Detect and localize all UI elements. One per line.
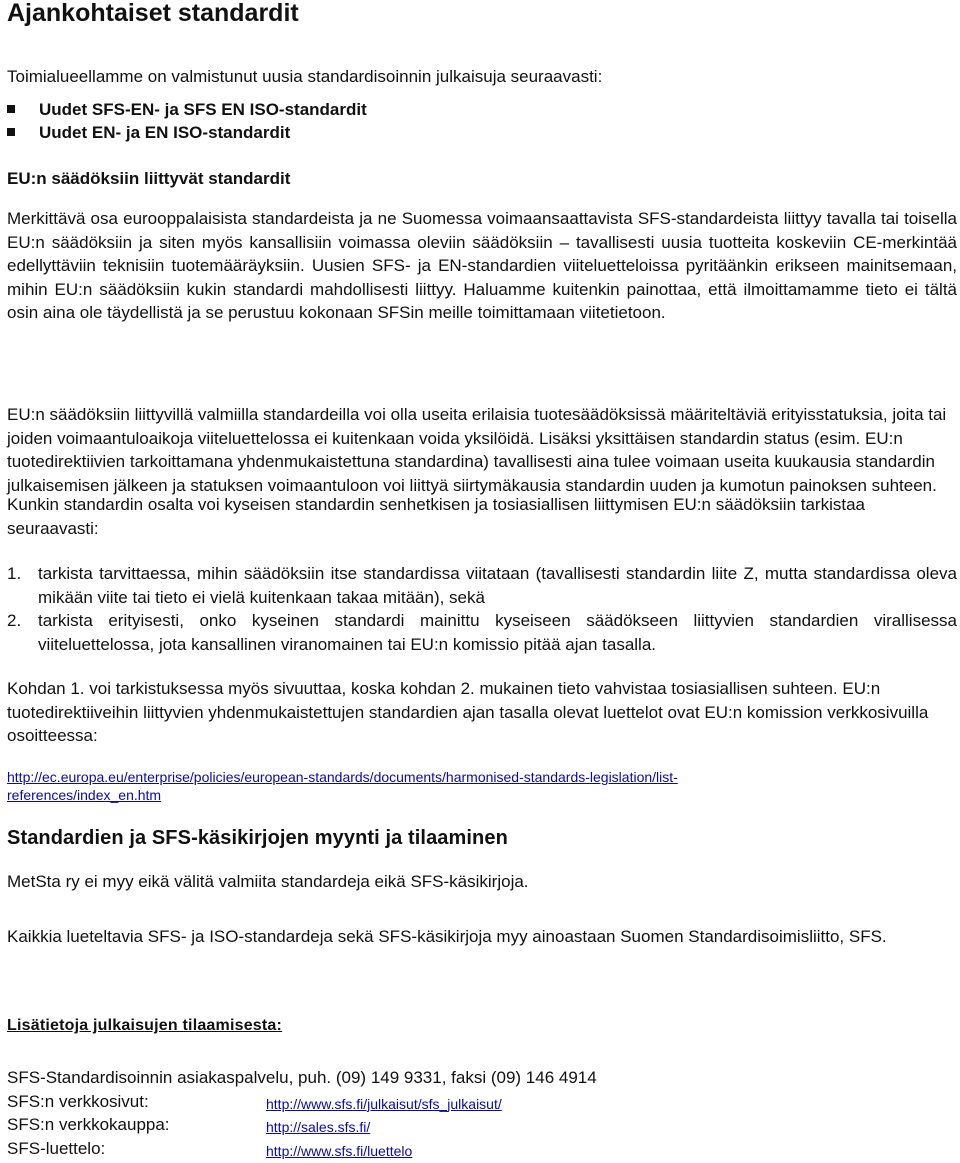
paragraph-check-intro: Kunkin standardin osalta voi kyseisen standardin senhetkisen ja tosiasiallisen liittymisen EU:n säädöksiin tarkistaa seuraavasti: [7, 495, 866, 538]
square-bullet-icon [7, 105, 15, 113]
contact-row-label: SFS:n verkkosivut: [7, 1091, 149, 1111]
square-bullet-icon [7, 128, 15, 136]
customer-service-text: SFS-Standardisoinnin asiakaspalvelu, puh. (09) 149 9331, faksi (09) 146 4914 [7, 1068, 597, 1087]
paragraph-commission-lists: Kohdan 1. voi tarkistuksessa myös sivuuttaa, koska kohdan 2. mukainen tieto vahvistaa tosiasiallisen suhteen. EU:n tuotedirektiiveihin liittyvien yhdenmukaistettujen standardien ajan tasalla olevat luettelot ovat EU:n komission verkkosivuilla osoitteessa: [7, 679, 929, 745]
list-item [7, 98, 367, 121]
paragraph-metsta-note: MetSta ry ei myy eikä välitä valmiita standardeja eikä SFS-käsikirjoja. [7, 872, 529, 891]
ordering-info-heading: Lisätietoja julkaisujen tilaamisesta: [7, 1017, 283, 1034]
paragraph-eu-relation: Merkittävä osa eurooppalaisista standardeista ja ne Suomessa voimaansaattavista SFS-standardeista liittyy tavalla tai toisella EU:n säädöksiin ja siten myös kansallisiin voimassa oleviin säädöksiin – tavallisesti uusia tuotteita koskeviin CE-merkintää edellyttäviin teknisiin tuotemääräyksiin. Uusien SFS- ja EN-standardien viiteluetteloissa pyritäänkin erikseen mainitsemaan, mihin EU:n säädöksiin kukin standardi mahdollisesti liittyy. Haluamme kuitenkin painottaa, että ilmoittamamme tieto ei tältä osin aina ole täydellistä ja se perustuu kokonaan SFSin meille toimittamaan viitetietoon. [7, 209, 957, 322]
intro-text: Toimialueellamme on valmistunut uusia standardisoinnin julkaisuja seuraavasti: [7, 67, 603, 86]
paragraph-sfs-seller: Kaikkia lueteltavia SFS- ja ISO-standardeja sekä SFS-käsikirjoja myy ainoastaan Suomen Standardisoimisliitto, SFS. [7, 927, 887, 946]
contact-row [7, 1113, 957, 1137]
contact-row-label: SFS:n verkkokauppa: [7, 1115, 170, 1134]
list-item [7, 121, 367, 144]
contact-row [7, 1090, 957, 1114]
check-steps-list [7, 562, 957, 656]
section-heading-sales: Standardien ja SFS-käsikirjojen myynti ja tilaaminen [7, 827, 508, 849]
list-item-label: Uudet EN- ja EN ISO-standardit [39, 123, 291, 142]
check-step [7, 562, 957, 609]
step-number: 2. [7, 611, 22, 630]
sfs-website-link[interactable]: http://www.sfs.fi/julkaisut/sfs_julkaisut/ [266, 1095, 502, 1112]
sfs-catalog-link[interactable]: http://www.sfs.fi/luettelo [266, 1142, 413, 1159]
commission-standards-link[interactable] [7, 769, 678, 803]
customer-service-line [7, 1066, 957, 1090]
list-item-label: Uudet SFS-EN- ja SFS EN ISO-standardit [39, 100, 367, 119]
commission-link-block [7, 768, 807, 804]
step-number: 1. [7, 564, 22, 583]
sfs-webshop-link[interactable]: http://sales.sfs.fi/ [266, 1119, 371, 1135]
section-heading-eu-standards: EU:n säädöksiin liittyvät standardit [7, 169, 291, 188]
check-step [7, 609, 957, 656]
contact-row [7, 1137, 957, 1161]
step-text: tarkista erityisesti, onko kyseinen standardi mainittu kyseiseen säädökseen liittyvien standardien virallisessa viiteluettelossa, jota kansallinen viranomainen tai EU:n komissio pitää ajan tasalla. [38, 611, 957, 654]
contact-block [7, 1066, 957, 1160]
paragraph-special-status: EU:n säädöksiin liittyvillä valmiilla standardeilla voi olla useita erilaisia tuotesäädöksissä määriteltäviä erityisstatuksia, joita tai joiden voimaantuloaikoja viiteluettelossa ei kuitenkaan voida yksilöidä. Lisäksi yksittäisen standardin status (esim. EU:n tuotedirektiivien tarkoittamana yhdenmukaistettuna standardina) tavallisesti aina tulee voimaan useita kuukausia standardin julkaisemisen jälkeen ja statuksen voimaantuloon voi liittyä siirtymäkausia standardin uuden ja kumotun painoksen suhteen. [7, 405, 947, 495]
page-title: Ajankohtaiset standardit [7, 0, 299, 27]
contact-row-label: SFS-luettelo: [7, 1138, 106, 1158]
link-line: http://ec.europa.eu/enterprise/policies/european-standards/documents/harmonised-standards-legislation/list- [7, 769, 678, 785]
link-line: references/index_en.htm [7, 787, 162, 803]
publication-list [7, 98, 367, 144]
step-text: tarkista tarvittaessa, mihin säädöksiin itse standardissa viitataan (tavallisesti standardin liite Z, mutta standardissa oleva mikään viite tai tieto ei vielä kuitenkaan takaa mitään), sekä [38, 564, 957, 607]
